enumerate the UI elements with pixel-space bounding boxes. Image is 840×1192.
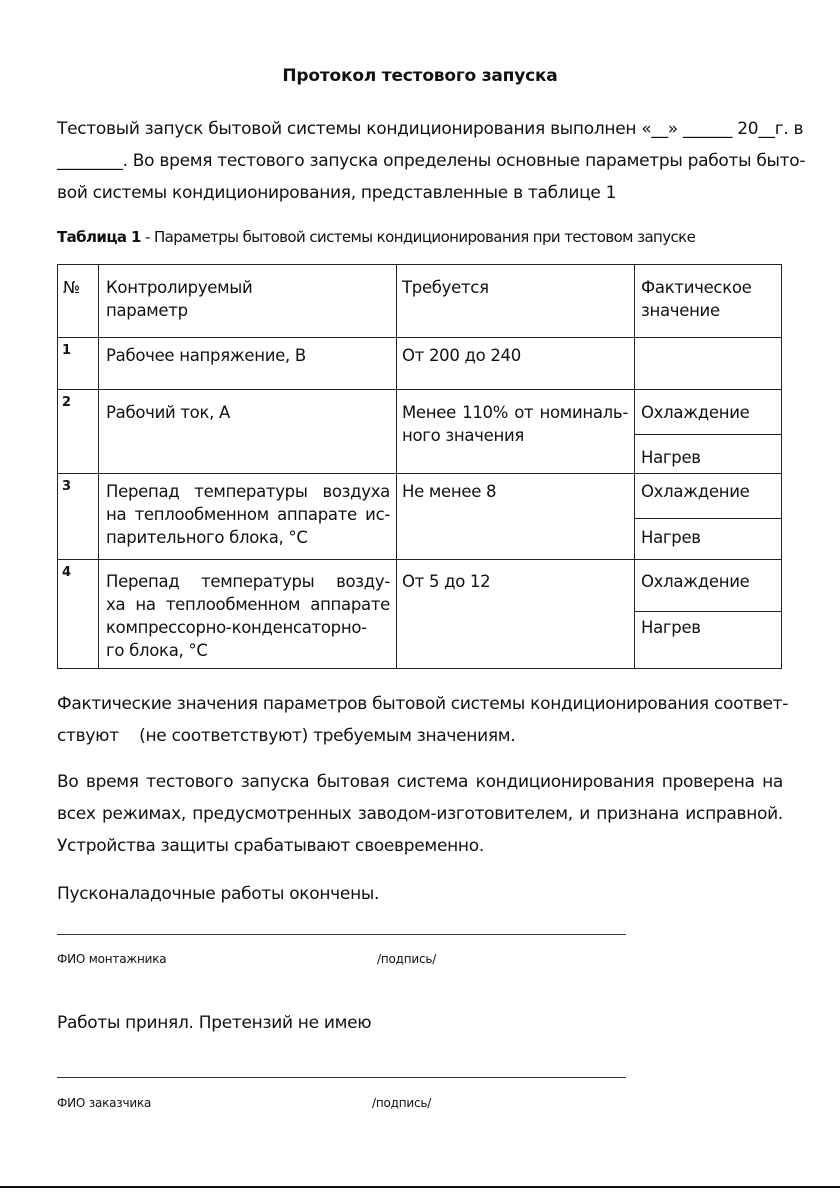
- row-required: От 5 до 12: [402, 572, 491, 591]
- table-caption-text: - Параметры бытовой системы кондиционирования при тестовом запуске: [140, 228, 696, 246]
- conformity-paragraph: [57, 688, 789, 752]
- header-parameter-line: Контролируемый: [106, 278, 253, 297]
- row-required: От 200 до 240: [402, 346, 521, 365]
- table-border: [57, 264, 782, 265]
- table-border: [57, 389, 782, 390]
- table-border: [634, 434, 782, 435]
- conformity-line: Фактические значения параметров бытовой системы кондиционирования соответ-: [57, 694, 789, 714]
- customer-name-label: ФИО заказчика: [57, 1096, 152, 1110]
- installer-signature-label: /подпись/: [377, 952, 437, 966]
- table-caption-label: Таблица 1: [57, 228, 141, 246]
- check-line: Во время тестового запуска бытовая система кондиционирования проверена на: [57, 772, 783, 792]
- row-required-line: ного значения: [402, 426, 525, 445]
- installer-signature-line: [57, 934, 626, 935]
- row-required-line: Менее 110% от номиналь-: [402, 403, 628, 422]
- table-border: [57, 473, 782, 474]
- mode-heating: Нагрев: [641, 448, 701, 467]
- row-required: Не менее 8: [402, 482, 497, 501]
- intro-paragraph: [57, 113, 806, 209]
- table-border: [396, 264, 397, 669]
- table-border: [634, 611, 782, 612]
- row-number: 2: [62, 395, 71, 410]
- mode-cooling: Охлаждение: [641, 403, 750, 422]
- row-parameter-line: на теплообменном аппарате ис-: [106, 505, 390, 524]
- row-parameter-line: го блока, °С: [106, 641, 208, 660]
- row-parameter: Рабочее напряжение, В: [106, 346, 306, 365]
- intro-line: ________. Во время тестового запуска определены основные параметры работы быто-: [57, 151, 806, 171]
- table-border: [57, 559, 782, 560]
- mode-cooling: Охлаждение: [641, 482, 750, 501]
- check-line: Устройства защиты срабатывают своевременно.: [57, 836, 484, 856]
- header-actual: [641, 276, 752, 322]
- page-bottom-rule: [0, 1186, 840, 1188]
- table-border: [781, 264, 782, 669]
- row-number: 4: [62, 565, 71, 580]
- header-number: №: [63, 278, 80, 297]
- table-border: [57, 668, 782, 669]
- row-parameter-line: парительного блока, °С: [106, 528, 308, 547]
- row-number: 1: [62, 343, 71, 358]
- customer-signature-label: /подпись/: [372, 1096, 432, 1110]
- row-required: [402, 401, 628, 447]
- check-paragraph: [57, 766, 783, 862]
- conformity-line: ствуют (не соответствуют) требуемым значениям.: [57, 726, 516, 746]
- completed-statement: Пусконаладочные работы окончены.: [57, 884, 380, 904]
- row-parameter: [106, 480, 390, 549]
- table-border: [57, 264, 58, 669]
- row-parameter-line: Перепад температуры воздуха: [106, 482, 390, 501]
- header-actual-line: Фактическое: [641, 278, 752, 297]
- header-parameter: [106, 276, 252, 322]
- check-line: всех режимах, предусмотренных заводом-изготовителем, и признана исправной.: [57, 804, 783, 824]
- mode-cooling: Охлаждение: [641, 572, 750, 591]
- accepted-statement: Работы принял. Претензий не имею: [57, 1013, 372, 1033]
- document-title: Протокол тестового запуска: [282, 66, 558, 86]
- row-parameter: Рабочий ток, А: [106, 403, 231, 422]
- intro-line: Тестовый запуск бытовой системы кондиционирования выполнен «__» ______ 20__г. в: [57, 119, 804, 139]
- row-number: 3: [62, 479, 71, 494]
- mode-heating: Нагрев: [641, 618, 701, 637]
- table-border: [98, 264, 99, 669]
- header-parameter-line: параметр: [106, 301, 188, 320]
- row-parameter: [106, 570, 390, 662]
- row-parameter-line: компрессорно-конденсаторно-: [106, 618, 367, 637]
- table-border: [57, 337, 782, 338]
- header-actual-line: значение: [641, 301, 720, 320]
- table-border: [634, 264, 635, 669]
- header-required: Требуется: [402, 278, 489, 297]
- table-border: [634, 518, 782, 519]
- table-caption: [57, 228, 695, 246]
- customer-signature-line: [57, 1077, 626, 1078]
- installer-name-label: ФИО монтажника: [57, 952, 167, 966]
- mode-heating: Нагрев: [641, 528, 701, 547]
- row-parameter-line: ха на теплообменном аппарате: [106, 595, 390, 614]
- intro-line: вой системы кондиционирования, представленные в таблице 1: [57, 183, 617, 203]
- row-parameter-line: Перепад температуры возду-: [106, 572, 390, 591]
